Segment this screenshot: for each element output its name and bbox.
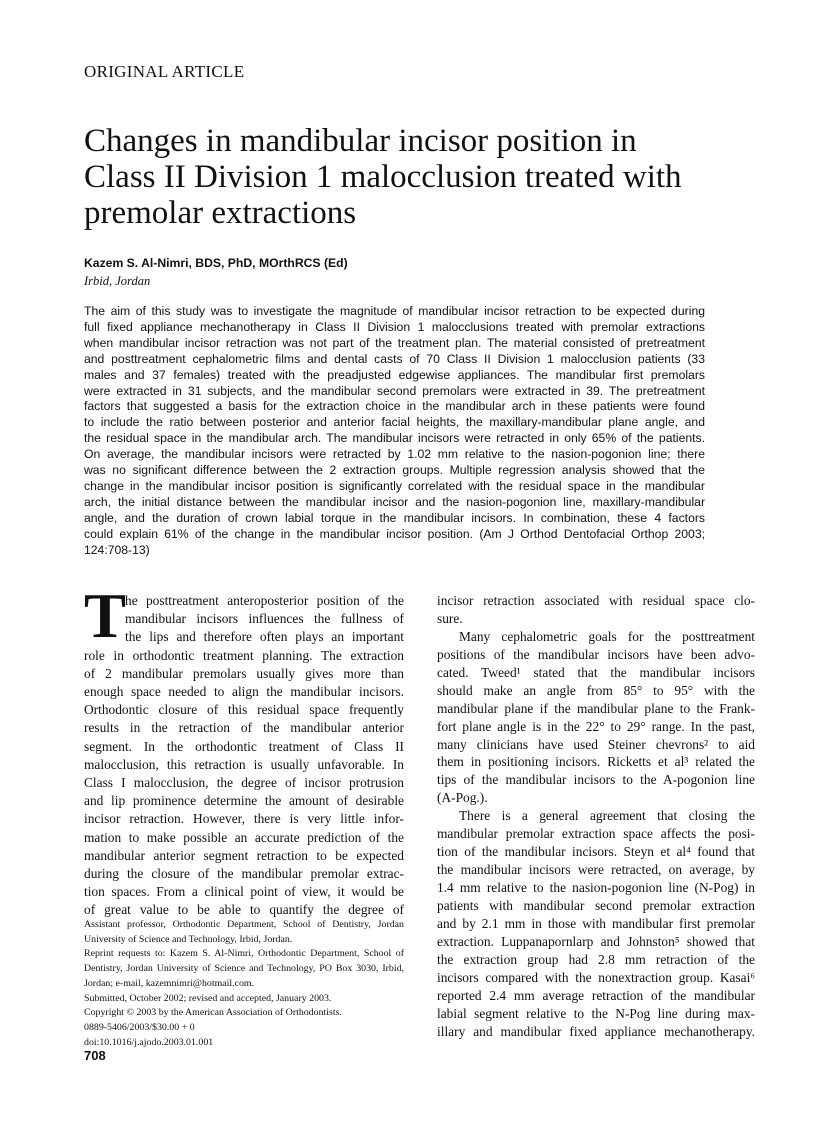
body-line: fort plane angle is in the 22° to 29° range. In the past, (437, 718, 755, 734)
body-line: and by 2.1 mm in those with mandibular first premolar (437, 915, 755, 931)
body-line: many clinicians have used Steiner chevrons² to aid (437, 736, 755, 752)
body-line: role in orthodontic treatment planning. The extraction (84, 647, 404, 663)
footnote-line: Jordan; e-mail, kazemnimri@hotmail.com. (84, 977, 255, 989)
body-line: There is a general agreement that closing the (459, 808, 755, 824)
body-line: sure. (437, 610, 463, 626)
footnote-line: 0889-5406/2003/$30.00 + 0 (84, 1021, 195, 1033)
article-type-label: ORIGINAL ARTICLE (84, 62, 245, 81)
body-line: mandibular anterior segment retraction to be expected (84, 847, 404, 863)
abstract-line: could explain 61% of the change in the mandibular incisor position. (Am J Orthod Dentofacial Orthop 2003; (84, 526, 705, 541)
body-line: and lip prominence determine the amount of desirable (84, 793, 404, 809)
body-line: of great value to be able to quantify the degree of (84, 902, 404, 918)
author-affiliation: Irbid, Jordan (84, 274, 151, 288)
body-line: extraction. Luppanapornlarp and Johnston⁵ showed that (437, 933, 755, 949)
abstract-line: when mandibular incisor retraction was not part of the treatment plan. The material consisted of pretreatment (84, 335, 705, 350)
abstract-line: change in the mandibular incisor position is significantly correlated with the residual space in the mandibular (84, 478, 705, 493)
author-name: Kazem S. Al-Nimri, BDS, PhD, MOrthRCS (Ed) (84, 256, 348, 270)
abstract-line: On average, the mandibular incisors were retracted by 1.02 mm relative to the nasion-pogonion line; there (84, 447, 705, 462)
body-line: he posttreatment anteroposterior position of the (125, 593, 404, 608)
body-line: positions of the mandibular incisors have been advo- (437, 646, 755, 662)
body-line: the extraction group had 2.8 mm retraction of the (437, 951, 755, 967)
body-line: Many cephalometric goals for the posttreatment (459, 628, 755, 644)
abstract-line: were extracted in 31 subjects, and the mandibular second premolars were extracted in 39. The pretreatment (84, 383, 705, 398)
title-line: Class II Division 1 malocclusion treated with (84, 159, 682, 195)
body-line: patients with mandibular second premolar extraction (437, 897, 755, 913)
footnote-line: Submitted, October 2002; revised and accepted, January 2003. (84, 992, 332, 1004)
body-line: should make an angle from 85° to 95° with the (437, 682, 755, 698)
body-line: mandibular premolar extraction space affects the posi- (437, 826, 755, 842)
article-title (84, 123, 764, 231)
body-line: mation to make possible an accurate prediction of the (84, 829, 404, 845)
abstract (84, 304, 705, 559)
body-line: incisor retraction associated with residual space clo- (437, 593, 755, 608)
abstract-line: males and 37 females) treated with the preadjusted edgewise appliances. The mandibular first premolars (84, 367, 705, 382)
page-number: 708 (84, 1048, 106, 1063)
body-line: (A-Pog.). (437, 790, 488, 806)
body-line: labial segment relative to the N-Pog line during max- (437, 1005, 755, 1021)
footnote-line: Copyright © 2003 by the American Association of Orthodontists. (84, 1007, 342, 1019)
body-line: cated. Tweed¹ stated that the mandibular incisors (437, 664, 755, 680)
body-column-left (84, 592, 404, 920)
abstract-line: factors that suggested a basis for the extraction choice in the mandibular arch in these patients were found (84, 399, 705, 414)
abstract-line: angle, and the duration of crown labial torque in the mandibular incisors. In combination, these 4 factors (84, 510, 705, 525)
abstract-line: and posttreatment cephalometric films and dental casts of 70 Class II Division 1 malocclusion patients (33 (84, 351, 705, 366)
drop-cap: T (84, 581, 127, 651)
footnote-line: University of Science and Technology, Irbid, Jordan. (84, 933, 293, 945)
body-line: during the closure of the mandibular premolar extrac- (84, 866, 404, 882)
footnotes (84, 918, 404, 1050)
abstract-line: full fixed appliance mechanotherapy in Class II Division 1 malocclusions treated with premolar extractions (84, 319, 705, 334)
abstract-line: to include the ratio between posterior and anterior facial heights, the maxillary-mandibular plane angle, and (84, 415, 705, 430)
body-line: tion spaces. From a clinical point of view, it would be (84, 884, 404, 900)
body-line: incisor retraction. However, there is very little infor- (84, 811, 404, 827)
body-line: illary and mandibular fixed appliance mechanotherapy. (437, 1023, 755, 1039)
body-line: incisors compared with the nonextraction group. Kasai⁶ (437, 969, 755, 985)
abstract-line: was no significant difference between the 2 extraction groups. Multiple regression analysis showed that the (84, 463, 705, 478)
title-line: Changes in mandibular incisor position in (84, 123, 637, 159)
abstract-line: The aim of this study was to investigate the magnitude of mandibular incisor retraction to be expected during (84, 304, 705, 318)
body-line: results in the retraction of the mandibular anterior (84, 720, 404, 736)
body-line: malocclusion, this retraction is usually unfavorable. In (84, 756, 404, 772)
body-line: tips of the mandibular incisors to the A-pogonion line (437, 772, 755, 788)
body-line: tion of the mandibular incisors. Steyn et al⁴ found that (437, 844, 755, 860)
footnote-line: doi:10.1016/j.ajodo.2003.01.001 (84, 1036, 214, 1048)
body-line: 1.4 mm relative to the nasion-pogonion line (N-Pog) in (437, 880, 755, 895)
body-line: of 2 mandibular premolars usually gives more than (84, 665, 404, 681)
body-line: the lips and therefore often plays an important (125, 629, 404, 645)
body-line: segment. In the orthodontic treatment of Class II (84, 738, 404, 754)
title-line: premolar extractions (84, 195, 357, 231)
footnote-line: Assistant professor, Orthodontic Department, School of Dentistry, Jordan (84, 919, 404, 930)
abstract-line: arch, the initial distance between the mandibular incisor and the nasion-pogonion line, maxillary-mandibular (84, 494, 705, 509)
body-line: the mandibular incisors were retracted, on average, by (437, 862, 755, 878)
body-line: mandibular incisors influences the fullness of (125, 611, 404, 627)
body-line: them in positioning incisors. Ricketts et al³ related the (437, 754, 755, 770)
abstract-line: 124:708-13) (84, 542, 150, 557)
body-line: mandibular plane if the mandibular plane to the Frank- (437, 700, 755, 716)
body-line: reported 2.4 mm average retraction of the mandibular (437, 987, 755, 1003)
body-line: enough space needed to align the mandibular incisors. (84, 684, 404, 700)
body-line: Class I malocclusion, the degree of incisor protrusion (84, 775, 404, 791)
footnote-line: Dentistry, Jordan University of Science and Technology, PO Box 3030, Irbid, (84, 963, 404, 975)
body-line: Orthodontic closure of this residual space frequently (84, 702, 404, 718)
abstract-line: the residual space in the mandibular arch. The mandibular incisors were retracted in only 65% of the patients. (84, 431, 705, 446)
footnote-line: Reprint requests to: Kazem S. Al-Nimri, Orthodontic Department, School of (84, 948, 404, 960)
body-column-right (437, 592, 755, 1040)
